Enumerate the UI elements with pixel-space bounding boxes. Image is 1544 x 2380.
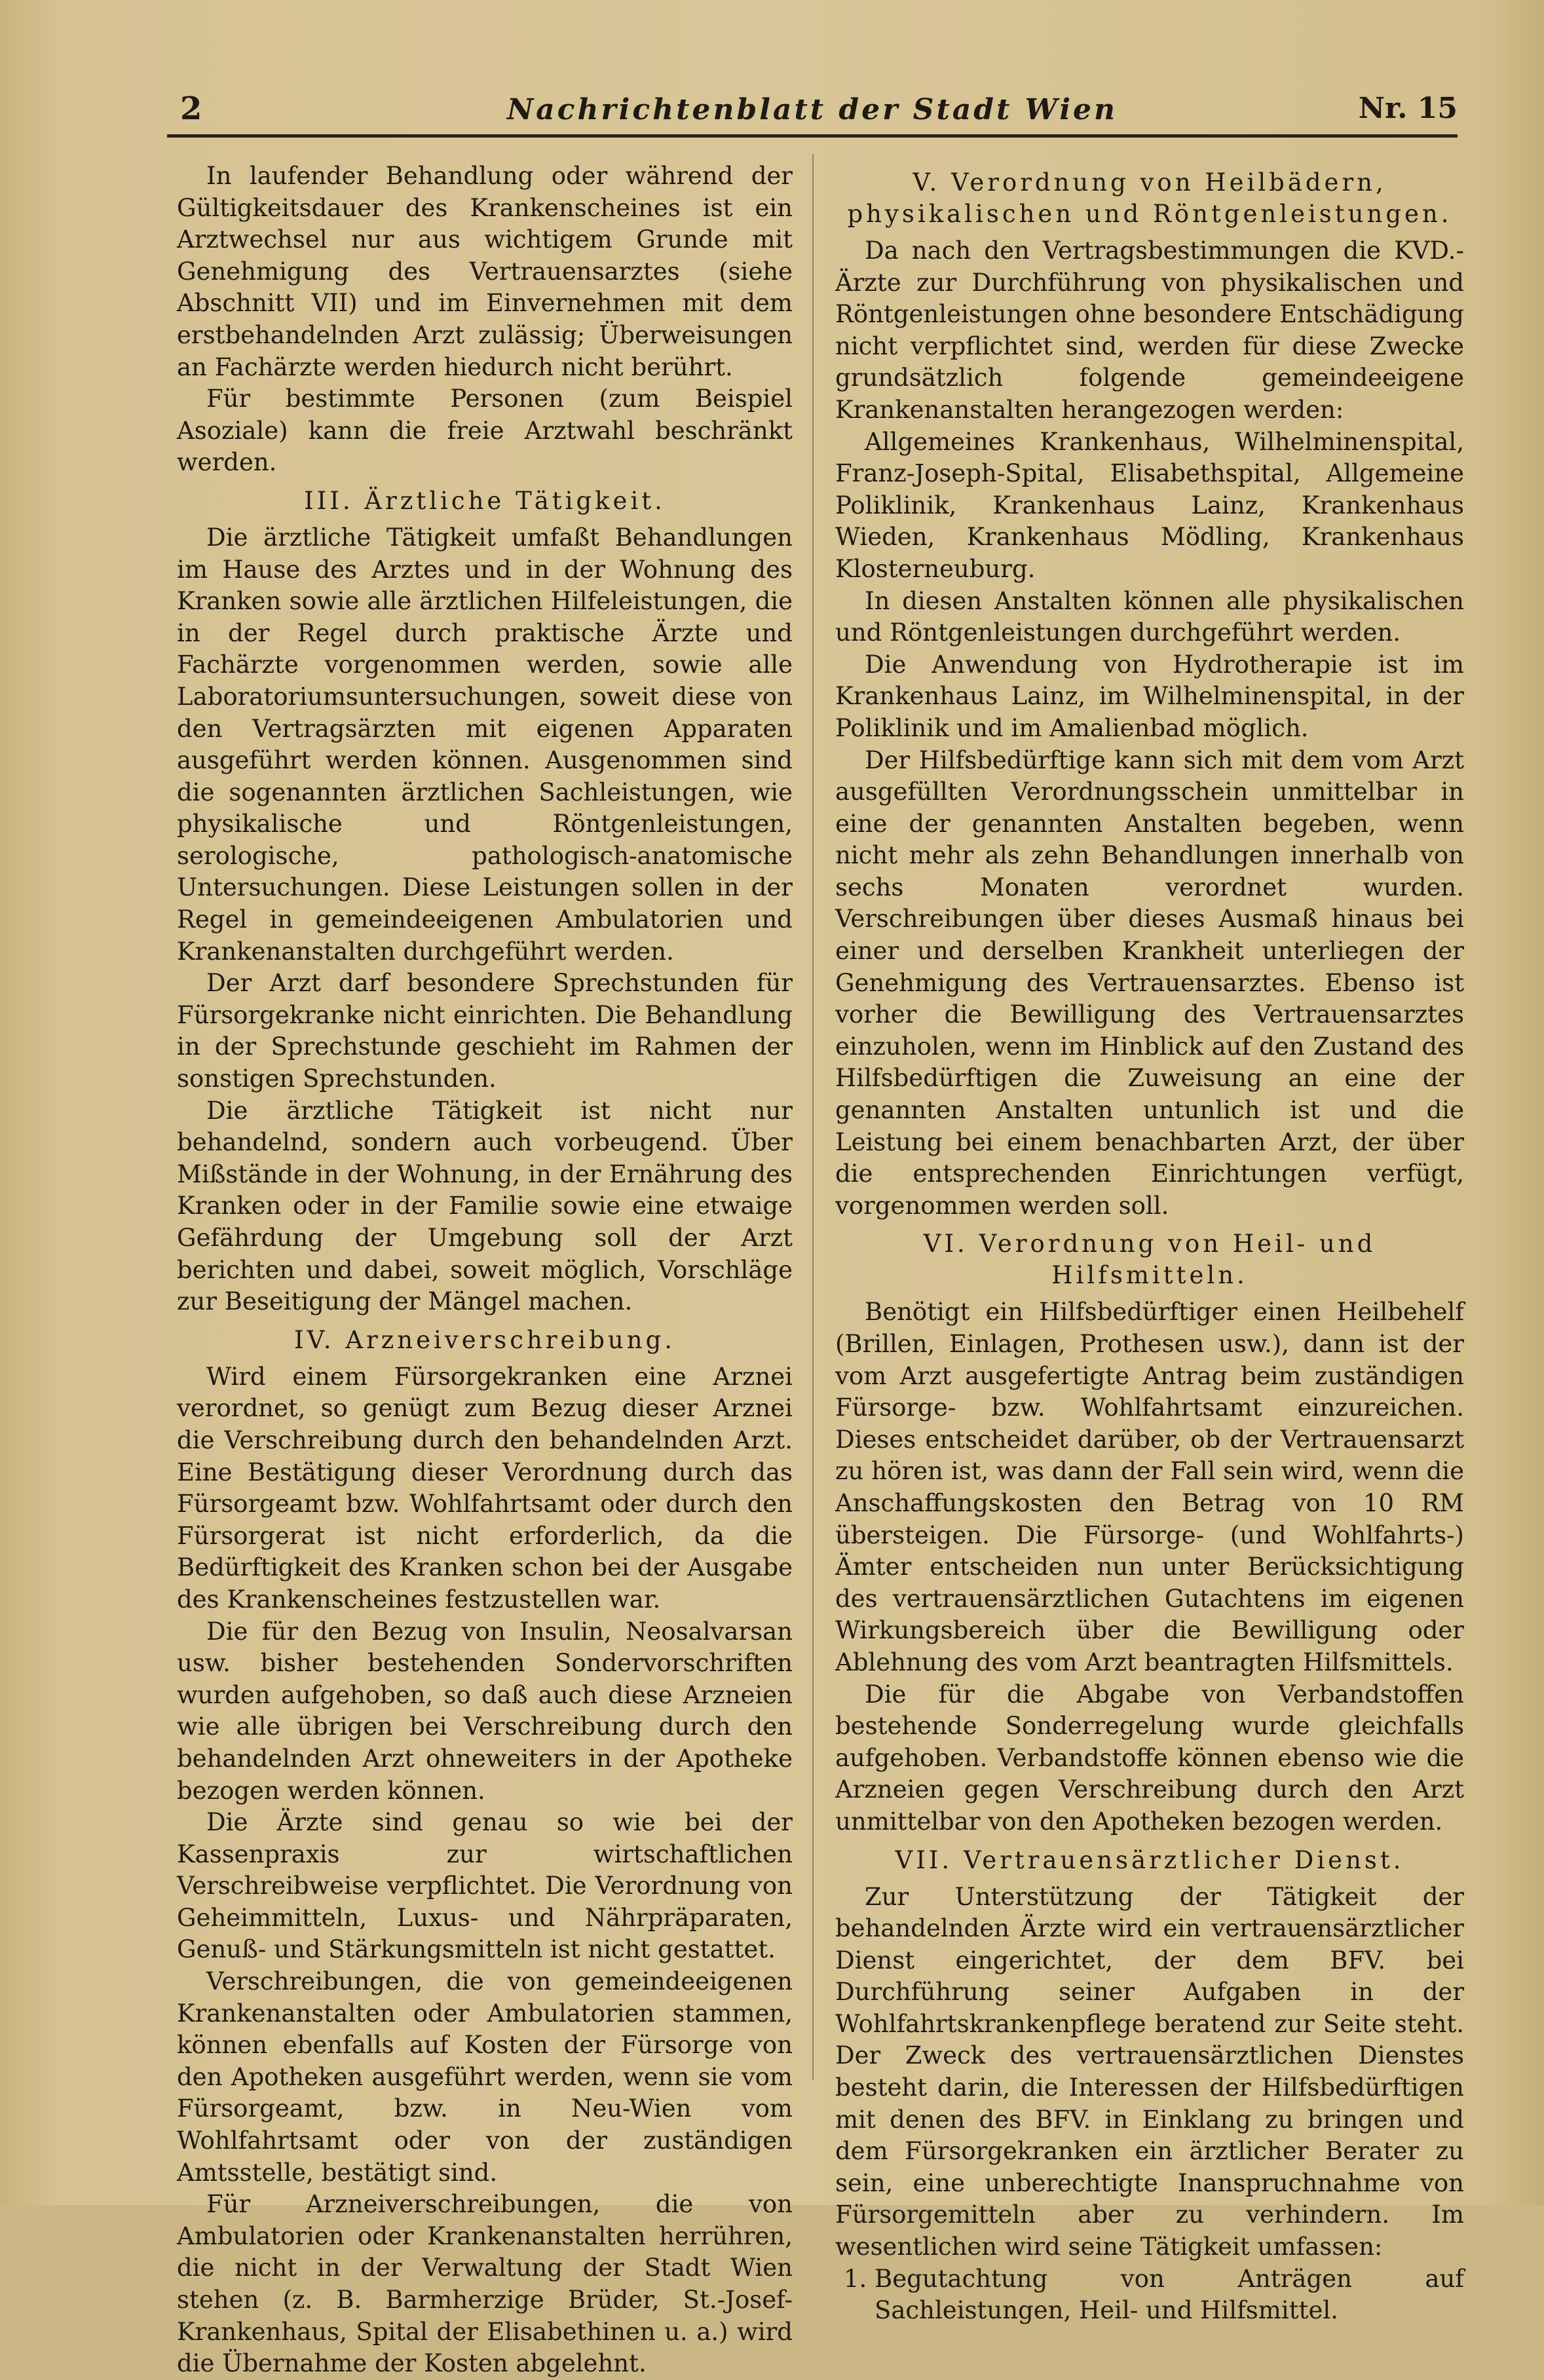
- paragraph: Verschreibungen, die von gemeindeeigenen Krankenanstalten oder Ambulatorien stammen, können ebenfalls auf Kosten der Fürsorge von den Apotheken ausgeführt werden, wenn sie vom Fürsorgeamt, bzw. in Neu-Wien vom Wohlfahrtsamt oder von der zuständigen Amtsstelle, bestätigt sind.: [177, 1967, 793, 2187]
- issue-number: Nr. 15: [1358, 92, 1458, 125]
- left-column: [177, 161, 793, 2380]
- section-heading: III. Ärztliche Tätigkeit.: [304, 486, 666, 515]
- section-heading: V. Verordnung von Heilbädern, physikalischen und Röntgenleistungen.: [847, 168, 1452, 228]
- paragraph: Die für die Abgabe von Verbandstoffen bestehende Sonderregelung wurde gleichfalls aufgehoben. Verbandstoffe können ebenso wie die Arzneien gegen Verschreibung durch den Arzt unmittelbar von den Apotheken bezogen werden.: [835, 1680, 1464, 1836]
- list-item: 1. Begutachtung von Anträgen auf Sachleistungen, Heil- und Hilfsmittel.: [875, 2263, 1464, 2327]
- header-rule: [167, 134, 1458, 138]
- section-heading: VII. Vertrauensärztlicher Dienst.: [895, 1845, 1404, 1874]
- page-header: [167, 84, 1458, 130]
- section-heading: VI. Verordnung von Heil- und Hilfsmitteln.: [923, 1230, 1376, 1290]
- paragraph: Zur Unterstützung der Tätigkeit der behandelnden Ärzte wird ein vertrauensärztlicher Dienst eingerichtet, der dem BFV. bei Durchführung seiner Aufgaben in der Wohlfahrtskrankenpflege beratend zur Seite steht. Der Zweck des vertrauensärztlichen Dienstes besteht darin, die Interessen der Hilfsbedürftigen mit denen des BFV. in Einklang zu bringen und dem Fürsorgekranken ein ärztlicher Berater zu sein, eine unberechtigte Inanspruchnahme von Fürsorgemitteln aber zu verhindern. Im wesentlichen wird seine Tätigkeit umfassen:: [835, 1882, 1464, 2261]
- paragraph: Die ärztliche Tätigkeit ist nicht nur behandelnd, sondern auch vorbeugend. Über Mißstände in der Wohnung, in der Ernährung des Kranken oder in der Familie sowie eine etwaige Gefährdung der Umgebung soll der Arzt berichten und dabei, soweit möglich, Vorschläge zur Beseitigung der Mängel machen.: [177, 1096, 793, 1316]
- paragraph: Die ärztliche Tätigkeit umfaßt Behandlungen im Hause des Arztes und in der Wohnung des Kranken sowie alle ärztlichen Hilfeleistungen, die in der Regel durch praktische Ärzte und Fachärzte vorgenommen werden, sowie alle Laboratoriumsuntersuchungen, soweit diese von den Vertragsärzten mit eigenen Apparaten ausgeführt werden können. Ausgenommen sind die sogenannten ärztlichen Sachleistungen, wie physikalische und Röntgenleistungen, serologische, pathologisch-anatomische Untersuchungen. Diese Leistungen sollen in der Regel in gemeindeeigenen Ambulatorien und Krankenanstalten durchgeführt werden.: [177, 523, 793, 966]
- paragraph: In diesen Anstalten können alle physikalischen und Röntgenleistungen durchgeführt werden.: [835, 586, 1464, 647]
- paragraph: Der Arzt darf besondere Sprechstunden für Fürsorgekranke nicht einrichten. Die Behandlung in der Sprechstunde geschieht im Rahmen der sonstigen Sprechstunden.: [177, 969, 793, 1093]
- paragraph: In laufender Behandlung oder während der Gültigkeitsdauer des Krankenscheines ist ein Arztwechsel nur aus wichtigem Grunde mit Genehmigung des Vertrauensarztes (siehe Abschnitt VII) und im Einvernehmen mit dem erstbehandelnden Arzt zulässig; Überweisungen an Fachärzte werden hiedurch nicht berührt.: [177, 162, 793, 381]
- right-column: [835, 161, 1464, 2327]
- paragraph: Für bestimmte Personen (zum Beispiel Asoziale) kann die freie Arztwahl beschränkt werden.: [177, 385, 793, 477]
- paragraph: Die Anwendung von Hydrotherapie ist im Krankenhaus Lainz, im Wilhelminenspital, in der Poliklinik und im Amalienbad möglich.: [835, 650, 1464, 742]
- paragraph: Wird einem Fürsorgekranken eine Arznei verordnet, so genügt zum Bezug dieser Arznei die Verschreibung durch den behandelnden Arzt. Eine Bestätigung dieser Verordnung durch das Fürsorgeamt bzw. Wohlfahrtsamt oder durch den Fürsorgerat ist nicht erforderlich, da die Bedürftigkeit des Kranken schon bei der Ausgabe des Krankenscheines festzustellen war.: [177, 1362, 793, 1614]
- section-heading: IV. Arzneiverschreibung.: [293, 1325, 676, 1354]
- header-title: Nachrichtenblatt der Stadt Wien: [506, 93, 1118, 126]
- paragraph: Benötigt ein Hilfsbedürftiger einen Heilbehelf (Brillen, Einlagen, Prothesen usw.), dann ist der vom Arzt ausgefertigte Antrag beim zuständigen Fürsorge- bzw. Wohlfahrtsamt einzureichen. Dieses entscheidet darüber, ob der Vertrauensarzt zu hören ist, was dann der Fall sein wird, wenn die Anschaffungskosten den Betrag von 10 RM übersteigen. Die Fürsorge- (und Wohlfahrts-) Ämter entscheiden nun unter Berücksichtigung des vertrauensärztlichen Gutachtens im eigenen Wirkungsbereich über die Bewilligung oder Ablehnung des vom Arzt beantragten Hilfsmittels.: [835, 1298, 1464, 1676]
- paragraph: Die Ärzte sind genau so wie bei der Kassenpraxis zur wirtschaftlichen Verschreibweise verpflichtet. Die Verordnung von Geheimmitteln, Luxus- und Nährpräparaten, Genuß- und Stärkungsmitteln ist nicht gestattet.: [177, 1808, 793, 1964]
- page-number: 2: [180, 90, 202, 127]
- paragraph: Allgemeines Krankenhaus, Wilhelminenspital, Franz-Joseph-Spital, Elisabethspital, Allgemeine Poliklinik, Krankenhaus Lainz, Krankenhaus Wieden, Krankenhaus Mödling, Krankenhaus Klosterneuburg.: [835, 427, 1464, 583]
- numbered-list: [835, 2263, 1464, 2327]
- paragraph: Für Arzneiverschreibungen, die von Ambulatorien oder Krankenanstalten herrühren, die nicht in der Verwaltung der Stadt Wien stehen (z. B. Barmherzige Brüder, St.-Josef-Krankenhaus, Spital der Elisabethinen u. a.) wird die Übernahme der Kosten abgelehnt.: [177, 2190, 793, 2378]
- column-divider: [812, 154, 814, 2080]
- paragraph: Da nach den Vertragsbestimmungen die KVD.-Ärzte zur Durchführung von physikalischen und Röntgenleistungen ohne besondere Entschädigung nicht verpflichtet sind, werden für diese Zwecke grundsätzlich folgende gemeindeeigene Krankenanstalten herangezogen werden:: [835, 236, 1464, 424]
- paragraph: Der Hilfsbedürftige kann sich mit dem vom Arzt ausgefüllten Verordnungsschein unmittelbar in eine der genannten Anstalten begeben, wenn nicht mehr als zehn Behandlungen innerhalb von sechs Monaten verordnet wurden. Verschreibungen über dieses Ausmaß hinaus bei einer und derselben Krankheit unterliegen der Genehmigung des Vertrauensarztes. Ebenso ist vorher die Bewilligung des Vertrauensarztes einzuholen, wenn im Hinblick auf den Zustand des Hilfsbedürftigen die Zuweisung an eine der genannten Anstalten untunlich ist und die Leistung bei einem benachbarten Arzt, der über die entsprechenden Einrichtungen verfügt, vorgenommen werden soll.: [835, 746, 1464, 1220]
- paragraph: Die für den Bezug von Insulin, Neosalvarsan usw. bisher bestehenden Sondervorschriften wurden aufgehoben, so daß auch diese Arzneien wie alle übrigen bei Verschreibung durch den behandelnden Arzt ohneweiters in der Apotheke bezogen werden können.: [177, 1617, 793, 1805]
